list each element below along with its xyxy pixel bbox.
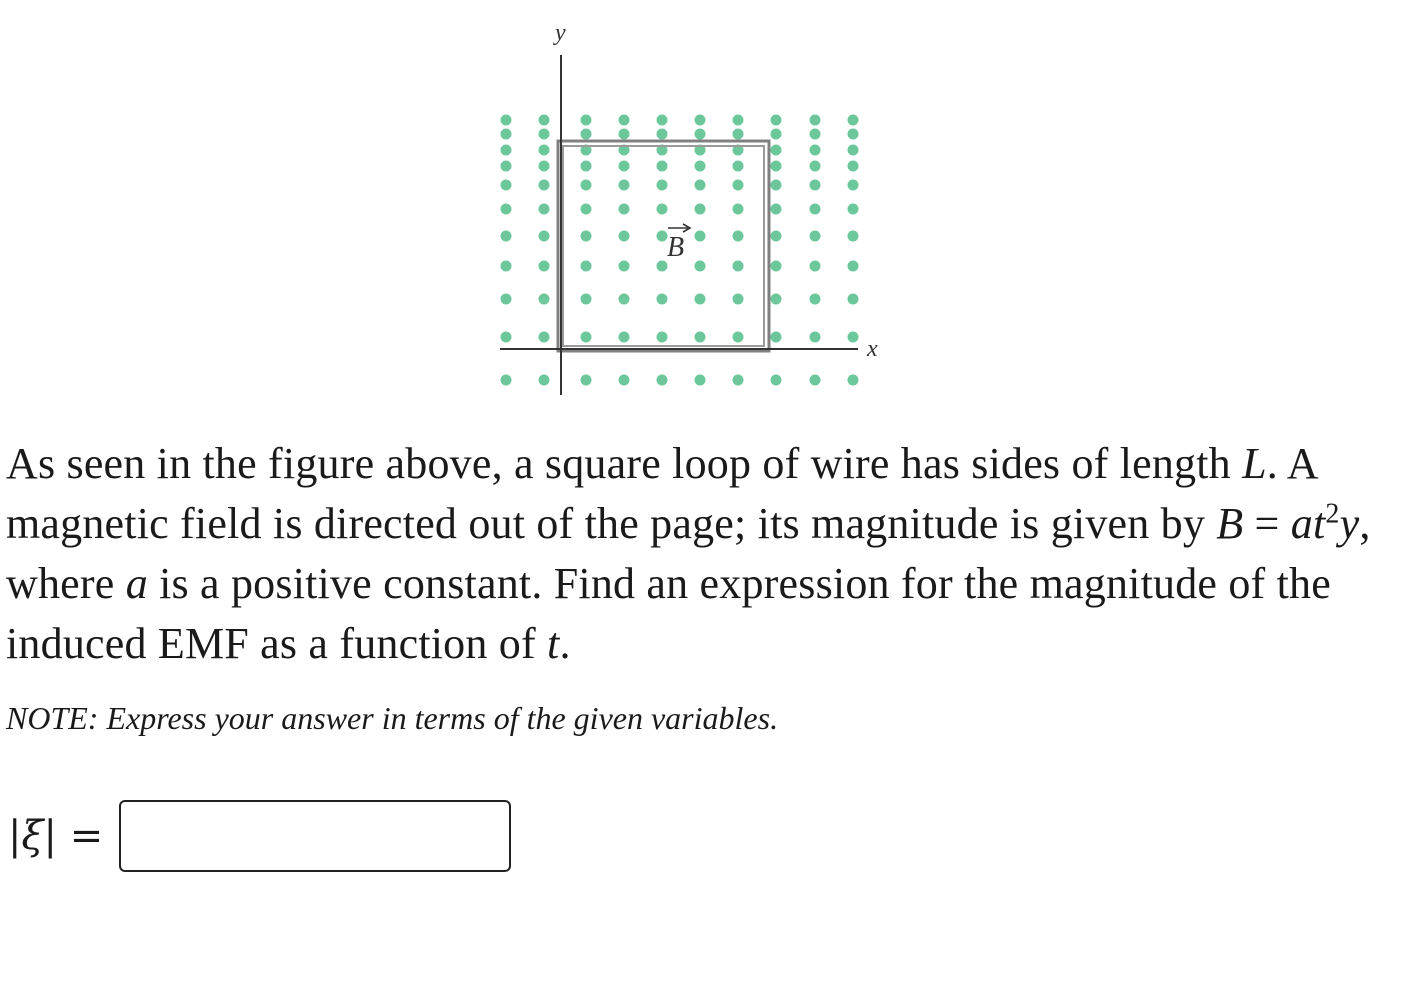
field-dot [657, 115, 668, 126]
field-dot [619, 115, 630, 126]
field-dot [733, 204, 744, 215]
field-dot [695, 204, 706, 215]
field-dot [581, 161, 592, 172]
field-dot [581, 261, 592, 272]
field-dot [810, 294, 821, 305]
field-dot [848, 261, 859, 272]
field-dot [657, 294, 668, 305]
field-dot [657, 261, 668, 272]
field-dot [539, 261, 550, 272]
field-dot [848, 231, 859, 242]
field-dot [657, 180, 668, 191]
field-dot [539, 332, 550, 343]
field-dot [581, 231, 592, 242]
variable-B: B [1216, 499, 1244, 548]
field-dot [695, 261, 706, 272]
field-dot [619, 231, 630, 242]
field-dot [581, 115, 592, 126]
field-dot [733, 231, 744, 242]
field-dot [581, 180, 592, 191]
field-dot [539, 129, 550, 140]
field-dot [810, 129, 821, 140]
field-dot [733, 375, 744, 386]
field-dot [695, 129, 706, 140]
field-dot [657, 332, 668, 343]
exponent: 2 [1325, 498, 1340, 530]
field-dot [657, 129, 668, 140]
field-dot [733, 261, 744, 272]
field-dot [539, 180, 550, 191]
field-dot [810, 115, 821, 126]
field-dot [619, 294, 630, 305]
variable-a: a [125, 559, 148, 608]
field-dot [848, 129, 859, 140]
field-dot [733, 129, 744, 140]
field-dot [810, 375, 821, 386]
field-dot [501, 332, 512, 343]
field-dot [771, 231, 782, 242]
field-dot [848, 332, 859, 343]
answer-row [8, 800, 511, 872]
square-wire-loop-outer [558, 141, 769, 351]
field-dot [581, 375, 592, 386]
field-dot [695, 161, 706, 172]
field-dot [619, 332, 630, 343]
field-dot [539, 294, 550, 305]
field-dot [695, 332, 706, 343]
b-vector-label: B [667, 232, 685, 263]
square-wire-loop-inner [563, 146, 764, 346]
x-axis-label: x [867, 336, 878, 362]
field-dot [733, 180, 744, 191]
field-dot [733, 115, 744, 126]
field-dot [810, 145, 821, 156]
field-dot [771, 375, 782, 386]
field-dot [771, 332, 782, 343]
field-dot [810, 332, 821, 343]
variable-L: L [1242, 439, 1267, 488]
field-dot [539, 161, 550, 172]
field-dot [771, 261, 782, 272]
field-dot [539, 115, 550, 126]
field-dot [771, 180, 782, 191]
field-dot [501, 115, 512, 126]
field-dot [539, 145, 550, 156]
field-dot [771, 129, 782, 140]
field-dot [657, 375, 668, 386]
field-dot [501, 261, 512, 272]
field-dot [581, 129, 592, 140]
field-dot [619, 375, 630, 386]
field-dot [619, 161, 630, 172]
field-dot [501, 129, 512, 140]
variable-t: t [547, 619, 560, 668]
field-dot [581, 332, 592, 343]
field-dot [501, 204, 512, 215]
field-dot [771, 161, 782, 172]
emf-answer-input[interactable] [119, 800, 511, 872]
field-dot [848, 375, 859, 386]
field-dot [810, 261, 821, 272]
magnetic-field-figure [0, 0, 1420, 410]
field-dot [733, 161, 744, 172]
emf-label: |ξ| = [8, 813, 104, 859]
answer-note: NOTE: Express your answer in terms of the given variables. [6, 700, 779, 736]
field-dot [501, 231, 512, 242]
field-dot [695, 180, 706, 191]
field-dot [619, 204, 630, 215]
field-dot [657, 161, 668, 172]
field-dot [501, 161, 512, 172]
field-dot [771, 145, 782, 156]
problem-statement: As seen in the figure above, a square loop of wire has sides of length L. A magnetic field is directed out of the page; its magnitude is given by $B = at^2y$, where a is a positive constant. Find an expression for the magnitude of the induced EMF as a function of t. [6, 439, 1371, 668]
field-dot [619, 261, 630, 272]
field-dot [848, 204, 859, 215]
field-dot [539, 204, 550, 215]
field-dot [733, 332, 744, 343]
field-dot [501, 180, 512, 191]
field-dot [810, 204, 821, 215]
field-dot [848, 145, 859, 156]
field-dot [771, 294, 782, 305]
field-dot [848, 161, 859, 172]
field-dot [539, 231, 550, 242]
field-dot [695, 231, 706, 242]
field-dot [501, 145, 512, 156]
field-dot [619, 129, 630, 140]
field-dot [581, 204, 592, 215]
field-dot [810, 161, 821, 172]
field-dot [581, 294, 592, 305]
field-dot [771, 204, 782, 215]
field-dot [619, 180, 630, 191]
field-dot [657, 204, 668, 215]
field-dot [771, 115, 782, 126]
field-dot [501, 294, 512, 305]
field-dot [848, 180, 859, 191]
field-dot [695, 375, 706, 386]
field-dot [657, 231, 668, 242]
field-dot [695, 294, 706, 305]
field-dot [810, 231, 821, 242]
field-dot [848, 115, 859, 126]
field-dot [733, 294, 744, 305]
field-dot [810, 180, 821, 191]
field-dot [501, 375, 512, 386]
y-axis-label: y [555, 20, 566, 46]
field-dot [539, 375, 550, 386]
field-dot [848, 294, 859, 305]
field-dot [695, 115, 706, 126]
